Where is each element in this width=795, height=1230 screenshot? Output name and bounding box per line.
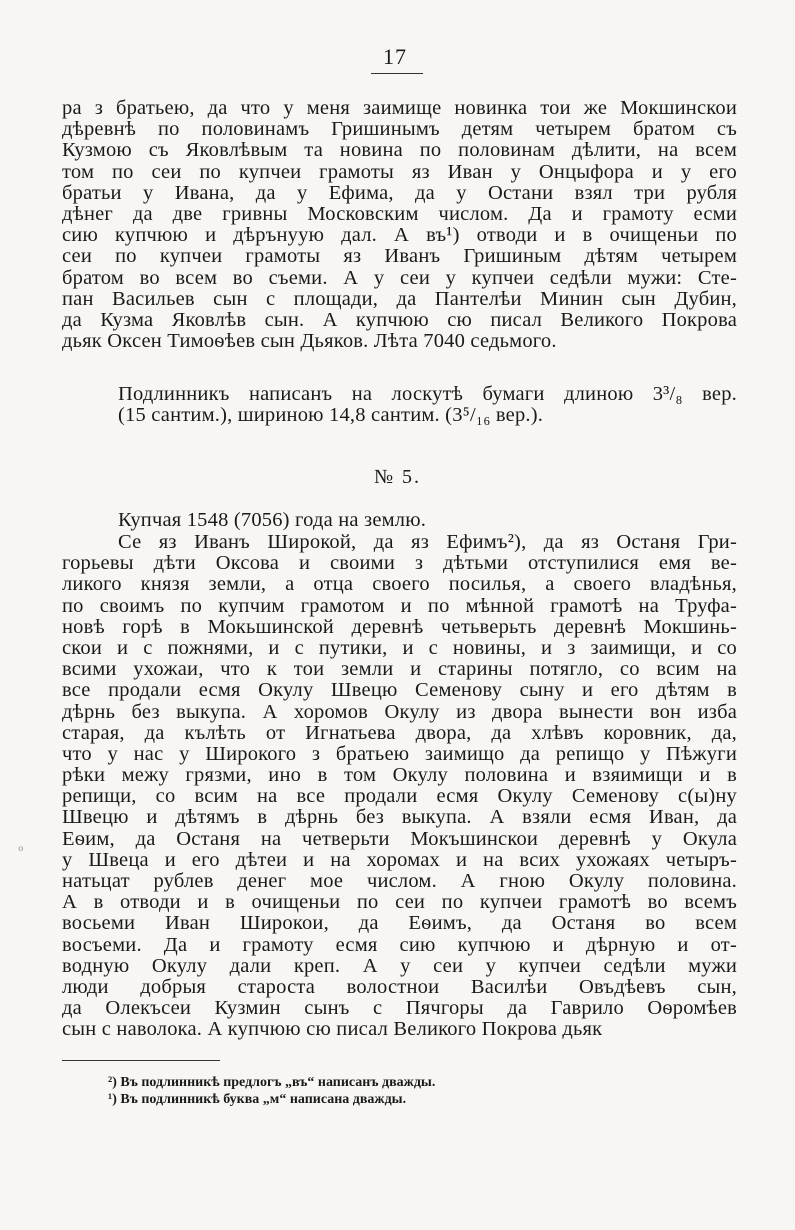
paragraph3-line: по своимъ по купчим грамотом и по мѣнной грамотѣ на Труфа-: [62, 594, 737, 617]
paragraph3-line: старая, да кълѣть от Игнатьева двора, да хлѣвъ коровник, да,: [62, 721, 737, 744]
paragraph3-line: Швецю и дѣтямъ в дѣрнь без выкупа. А взяли есмя Иван, да: [62, 806, 737, 829]
document-number-heading: № 5.: [373, 466, 422, 488]
paragraph1-line: братьи у Ивана, да у Ефима, да у Остани взял три рубля: [62, 181, 737, 204]
margin-speck: ℴ: [18, 840, 24, 854]
paragraph1-line: братом во всем во съеми. А у сеи у купчеи седѣли мужи: Сте-: [62, 266, 737, 289]
paragraph1-line: сеи по купчеи грамоты яз Иванъ Гришиным дѣтям четырем: [62, 245, 737, 268]
paragraph3-line: ликого князя земли, а отца своего посилья, а своего владѣнья,: [62, 573, 737, 596]
paragraph-3-heading: Купчая 1548 (7056) года на землю.: [118, 509, 427, 531]
paragraph3-line: дѣрнь без выкупа. А хоромов Окулу из двора вынести вон изба: [62, 700, 737, 723]
paragraph3-line: горьевы дѣти Оксова и своими з дѣтьми отступилися емя ве-: [62, 552, 737, 575]
paragraph1-line: да Кузма Яковлѣв сын. А купчюю сю писал Великого Покрова: [62, 308, 737, 331]
paragraph2-line: Подлинникъ написанъ на лоскутѣ бумаги длиною 3³/₈ вер.: [118, 383, 737, 405]
footnote: ¹) Въ подлинникѣ буква „м“ написана дважды.: [108, 1092, 407, 1107]
paragraph3-line: сын с наволока. А купчюю сю писал Великого Покрова дьяк: [62, 1018, 603, 1041]
paragraph3-line: натьцат рублев денег мое числом. А гною Окулу половина.: [62, 870, 737, 892]
paragraph3-line: рѣки межу грязми, ино в том Окулу половина и взяимищи и в: [62, 764, 737, 787]
paragraph1-line: дѣнег да две гривны Московским числом. Да и грамоту есми: [62, 202, 737, 225]
paragraph3-line: восъеми. Да и грамоту есмя сию купчюю и дѣрную и от-: [62, 933, 737, 956]
paragraph3-line: у Швеца и его дѣтеи и на хоромах и на всих ухожаях четыръ-: [62, 848, 737, 871]
paragraph3-line: репищи, со всим на все продали есмя Окулу Семенову с(ы)ну: [62, 785, 737, 808]
paragraph3-line: новѣ горѣ в Мокьшинской деревнѣ четьверьть деревнѣ Мокшинь-: [62, 615, 737, 638]
paragraph1-line: ра з братьею, да что у меня заимище новинка тои же Мокшинскои: [62, 97, 737, 119]
paragraph3-line: скои и с пожнями, и с путики, и с новины, и з заимищи, и со: [62, 636, 737, 659]
paragraph-2-note: [118, 384, 737, 426]
paragraph1-line: сию купчюю и дѣрънуую дал. А въ¹) отводи и в очищеньи по: [62, 224, 737, 247]
page-number-rule: [371, 73, 423, 74]
paragraph1-line: пан Васильев сын с площади, да Пантелѣи Минин сын Дубин,: [62, 287, 737, 310]
paragraph3-line: восьеми Иван Широкои, да Еѳимъ, да Останя во всем: [62, 912, 737, 935]
paragraph1-line: дѣревнѣ по половинамъ Гришинымъ детям четырем братом съ: [62, 118, 737, 141]
paragraph2-line: (15 сантим.), шириною 14,8 сантим. (3⁵/₁₆ вер.).: [118, 404, 544, 427]
paragraph3-line: да Олекъсеи Кузмин сынъ с Пячгоры да Гаврило Оѳромѣев: [62, 997, 737, 1020]
paragraph3-line: Се яз Иванъ Широкой, да яз Ефимъ²), да яз Останя Гри-: [118, 531, 737, 553]
paragraph3-line: А в отводи и в очищеньи по сеи по купчеи грамотѣ во всемъ: [62, 891, 737, 914]
footnotes: [108, 1074, 435, 1108]
paragraph3-line: Еѳим, да Останя на четверьти Мокъшинскои деревнѣ у Окула: [62, 827, 737, 850]
paragraph1-line: дьяк Оксен Тимоѳѣев сын Дьяков. Лѣта 7040 седьмого.: [62, 330, 557, 353]
paragraph3-line: все продали есмя Окулу Швецю Семенову сыну и его дѣтям в: [62, 679, 737, 702]
footnote: ²) Въ подлинникѣ предлогъ „въ“ написанъ дважды.: [108, 1075, 436, 1090]
paragraph3-line: люди добрыя староста волостнои Василѣи Овъдѣевъ сын,: [62, 975, 737, 998]
paragraph3-line: что у нас у Широкого з братьею заимищо да репищо у Пѣжуги: [62, 742, 737, 765]
paragraph3-line: всими ухожаи, что к тои земли и старины потягло, со всим на: [62, 658, 737, 681]
paragraph-1: [62, 98, 737, 352]
paragraph1-line: том по сеи по купчеи грамоты яз Иван у Онцыфора и у его: [62, 160, 737, 183]
paragraph-3-heading-block: [118, 510, 737, 531]
paragraph1-line: Кузмою съ Яковлѣвым та новина по половинам дѣлити, на всем: [62, 139, 737, 162]
page-number: 17: [383, 44, 407, 69]
footnote-rule: [62, 1060, 220, 1061]
paragraph-3: [62, 532, 737, 1041]
paragraph3-line: водную Окулу дали креп. А у сеи у купчеи седѣли мужи: [62, 954, 737, 977]
